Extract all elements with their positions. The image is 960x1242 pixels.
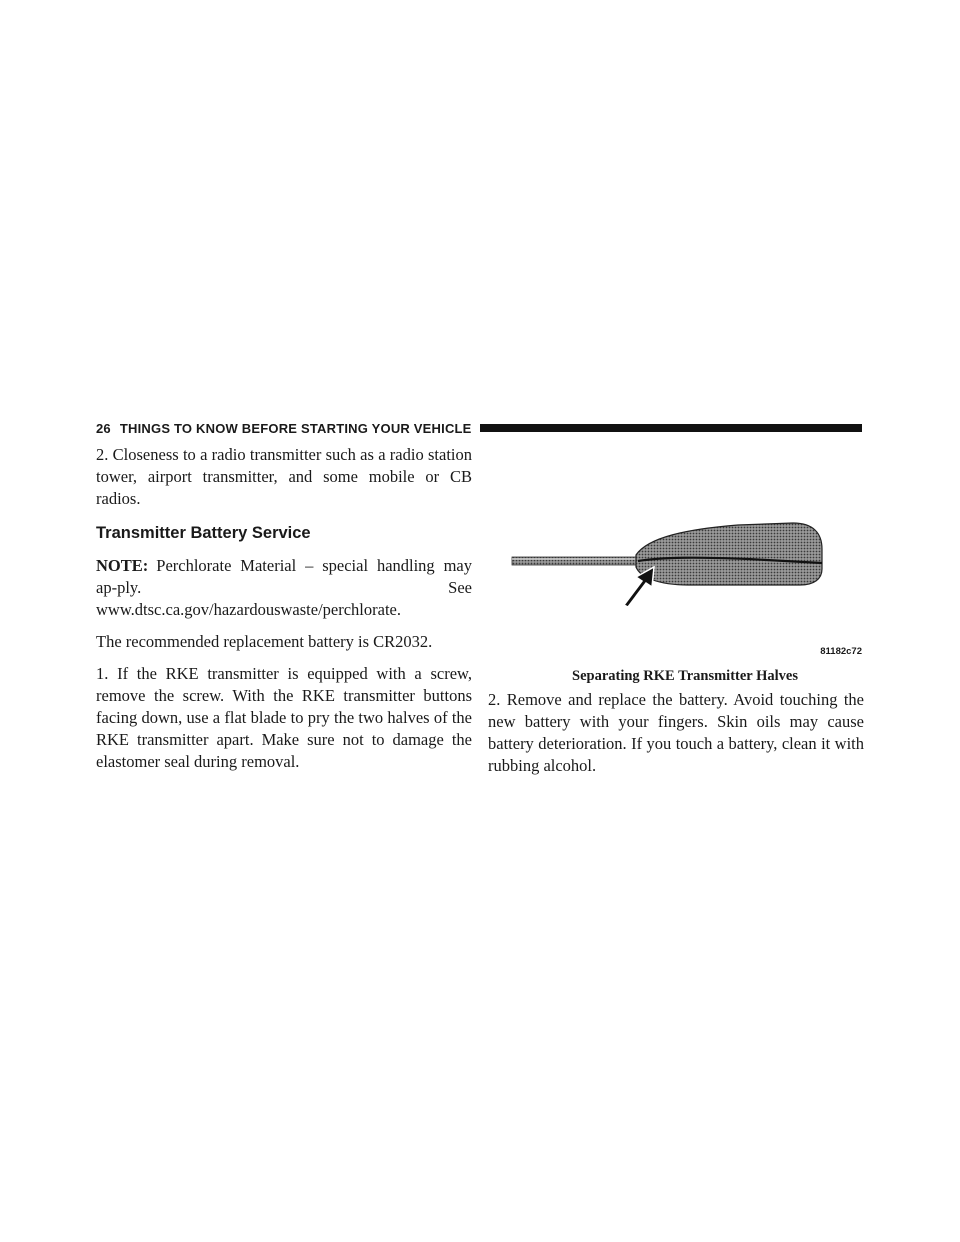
- page-number: 26: [96, 420, 111, 436]
- figure-transmitter: [488, 493, 864, 668]
- note-paragraph: [96, 555, 472, 621]
- battery-paragraph: The recommended replacement battery is CR2032.: [96, 632, 433, 651]
- figure-caption: Separating RKE Transmitter Halves: [572, 668, 798, 684]
- transmitter-illustration: [488, 493, 864, 668]
- header-rule: [480, 424, 862, 432]
- step-1-paragraph: 1. If the RKE transmitter is equipped with a screw, remove the screw. With the RKE transmitter buttons facing down, use a flat blade to pry the two halves of the RKE transmitter apart. Make sure not to damage the elastomer seal during removal.: [96, 664, 472, 771]
- chapter-title: THINGS TO KNOW BEFORE STARTING YOUR VEHICLE: [119, 420, 472, 436]
- key-blade: [512, 557, 642, 565]
- figure-code: 81182c72: [820, 646, 862, 657]
- running-header: [96, 418, 862, 438]
- paragraph-item-2: 2. Closeness to a radio transmitter such as a radio station tower, airport transmitter, and some mobile or CB radios.: [96, 445, 472, 508]
- note-label: NOTE:: [96, 556, 149, 575]
- transmitter-body: [636, 523, 822, 585]
- pry-arrow-icon: [624, 567, 654, 607]
- left-column: [96, 444, 472, 773]
- note-text: Perchlorate Material – special handling may ap-ply. See www.dtsc.ca.gov/hazardouswaste/perchlorate.: [96, 556, 472, 619]
- step-2-paragraph: 2. Remove and replace the battery. Avoid touching the new battery with your fingers. Skin oils may cause battery deterioration. If you touch a battery, clean it with rubbing alcohol.: [488, 690, 864, 775]
- section-heading: Transmitter Battery Service: [96, 524, 311, 542]
- right-column: [488, 493, 864, 777]
